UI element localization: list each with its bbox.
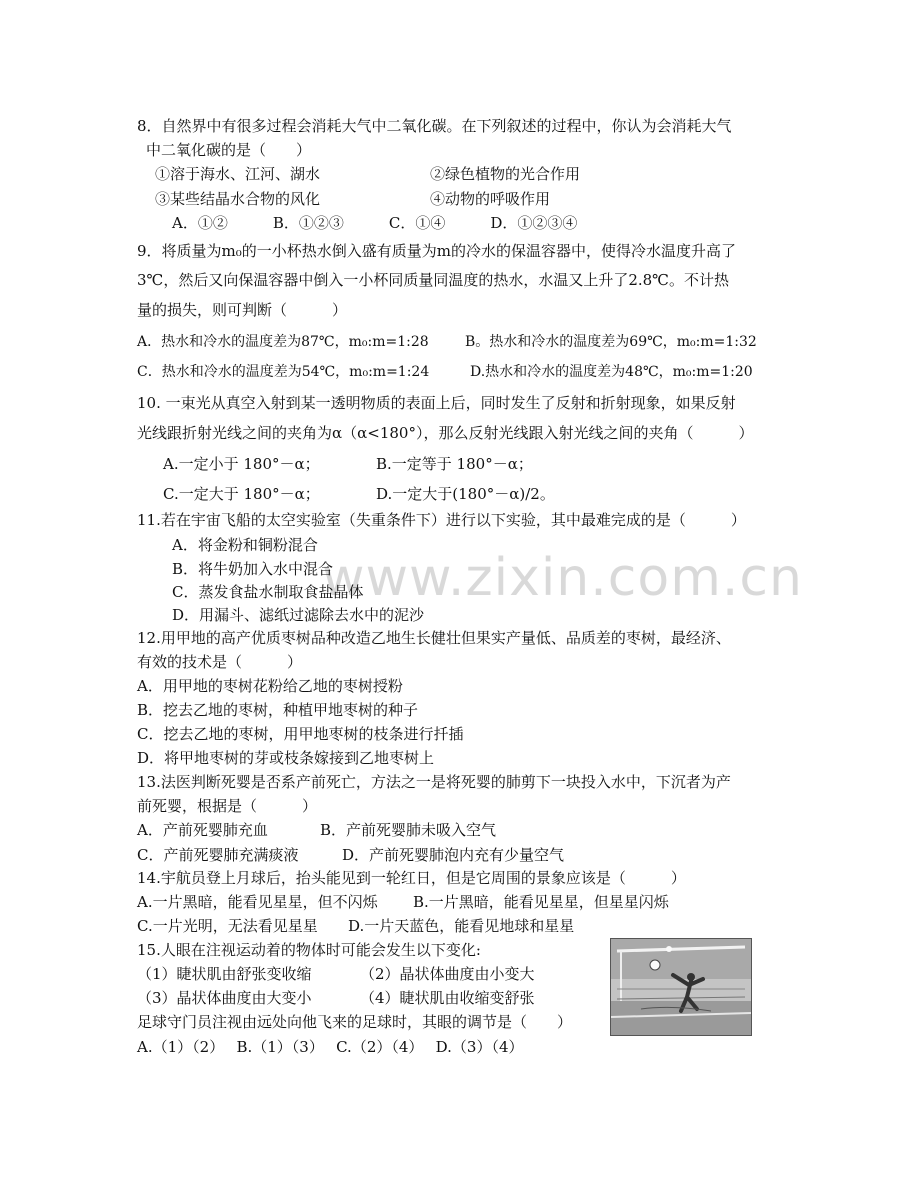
q12-stem-line-2: 有效的技术是（ ） [137, 653, 303, 671]
q10-option-b: B.一定等于 180°－α； [376, 455, 533, 473]
q11-option-c: C．蒸发食盐水制取食盐晶体 [172, 583, 364, 601]
q9-option-a: A．热水和冷水的温度差为87℃，m₀:m=1:28 [137, 334, 429, 350]
q8-stem-line-1: 8．自然界中有很多过程会消耗大气中二氧化碳。在下列叙述的过程中，你认为会消耗大气 [137, 117, 732, 135]
goalkeeper-illustration [611, 939, 751, 1035]
q9-option-d: D.热水和冷水的温度差为48℃，m₀:m=1:20 [470, 364, 753, 380]
q8-item-3: ③某些结晶水合物的风化 [155, 190, 321, 208]
q15-item-1: （1）睫状肌由舒张变收缩 [137, 965, 312, 983]
q9-option-b: B。热水和冷水的温度差为69℃，m₀:m=1:32 [465, 334, 757, 350]
q10-stem-line-2: 光线跟折射光线之间的夹角为α（α<180°），那么反射光线跟入射光线之间的夹角（ ） [137, 424, 754, 442]
q13-stem-line-1: 13.法医判断死婴是否系产前死亡，方法之一是将死婴的肺剪下一块投入水中，下沉者为产 [137, 773, 731, 791]
q11-option-d: D．用漏斗、滤纸过滤除去水中的泥沙 [172, 606, 425, 624]
q14-option-a: A.一片黑暗，能看见星星，但不闪烁 [137, 893, 378, 911]
q10-option-a: A.一定小于 180°－α； [163, 455, 320, 473]
q12-stem-line-1: 12.用甲地的高产优质枣树品种改造乙地生长健壮但果实产量低、品质差的枣树，最经济、 [137, 629, 731, 647]
q12-option-d: D．将甲地枣树的芽或枝条嫁接到乙地枣树上 [137, 749, 435, 767]
q13-option-a: A．产前死婴肺充血 [137, 821, 268, 839]
q15-stem: 15.人眼在注视运动着的物体时可能会发生以下变化: [137, 941, 481, 959]
q12-option-b: B．挖去乙地的枣树，种植甲地枣树的种子 [137, 701, 419, 719]
q8-item-1: ①溶于海水、江河、湖水 [155, 165, 321, 183]
q9-stem-line-1: 9．将质量为m₀的一小杯热水倒入盛有质量为m的冷水的保温容器中，使得冷水温度升高了 [137, 242, 737, 260]
q11-option-b: B．将牛奶加入水中混合 [172, 560, 334, 578]
q10-option-c: C.一定大于 180°－α； [163, 485, 320, 503]
q13-option-b: B．产前死婴肺未吸入空气 [320, 821, 497, 839]
q15-question: 足球守门员注视由远处向他飞来的足球时，其眼的调节是（ ） [137, 1013, 573, 1031]
q8-options: A．①② B．①②③ C．①④ D．①②③④ [172, 214, 578, 232]
q14-option-c: C.一片光明，无法看见星星 [137, 917, 318, 935]
q15-item-3: （3）晶状体曲度由大变小 [137, 989, 312, 1007]
q13-option-d: D．产前死婴肺泡内充有少量空气 [342, 846, 565, 864]
q14-option-b: B.一片黑暗，能看见星星，但星星闪烁 [413, 893, 669, 911]
q12-option-c: C．挖去乙地的枣树，用甲地枣树的枝条进行扦插 [137, 725, 464, 743]
q15-item-2: （2）晶状体曲度由小变大 [360, 965, 535, 983]
q8-stem-line-2: 中二氧化碳的是（ ） [146, 141, 312, 159]
watermark: www.zixin.com.cn [322, 548, 803, 608]
q11-option-a: A．将金粉和铜粉混合 [172, 536, 318, 554]
q13-stem-line-2: 前死婴，根据是（ ） [137, 797, 318, 815]
q10-stem-line-1: 10. 一束光从真空入射到某一透明物质的表面上后，同时发生了反射和折射现象，如果反射 [137, 394, 736, 412]
q13-option-c: C．产前死婴肺充满痰液 [137, 846, 299, 864]
q14-option-d: D.一片天蓝色，能看见地球和星星 [348, 917, 575, 935]
q11-stem: 11.若在宇宙飞船的太空实验室（失重条件下）进行以下实验，其中最难完成的是（ ） [137, 511, 746, 529]
q15-item-4: （4）睫状肌由收缩变舒张 [360, 989, 535, 1007]
q8-item-2: ②绿色植物的光合作用 [430, 165, 581, 183]
q9-option-c: C．热水和冷水的温度差为54℃，m₀:m=1:24 [137, 364, 430, 380]
goalkeeper-photo [610, 938, 752, 1036]
q12-option-a: A．用甲地的枣树花粉给乙地的枣树授粉 [137, 677, 403, 695]
q8-item-4: ④动物的呼吸作用 [430, 190, 551, 208]
q15-options: A.（1）（2） B.（1）（3） C.（2）（4） D.（3）（4） [137, 1038, 524, 1056]
q9-stem-line-2: 3℃，然后又向保温容器中倒入一小杯同质量同温度的热水，水温又上升了2.8℃。不计热 [137, 271, 729, 289]
q10-option-d: D.一定大于(180°－α)/2。 [376, 485, 555, 503]
q14-stem: 14.宇航员登上月球后，抬头能见到一轮红日，但是它周围的景象应该是（ ） [137, 869, 686, 887]
q9-stem-line-3: 量的损失，则可判断（ ） [137, 301, 348, 319]
